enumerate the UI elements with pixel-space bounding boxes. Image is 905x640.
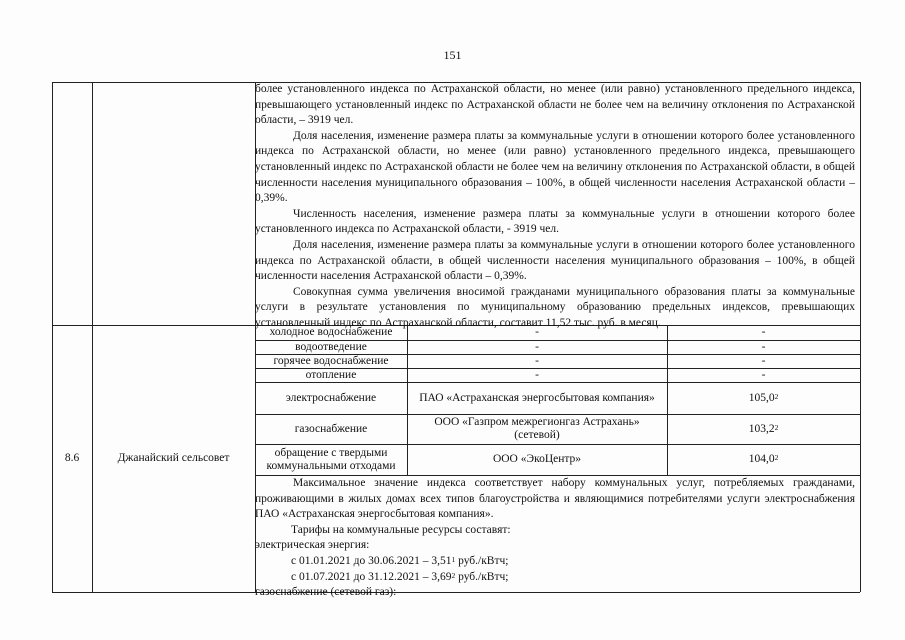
service-name: холодное водоснабжение bbox=[269, 326, 393, 338]
footnote-marker: 2 bbox=[774, 453, 779, 462]
service-name: отопление bbox=[305, 368, 357, 381]
paragraph: более установленного индекса по Астраханской области, но менее (или равно) установленного предельного индекса, превышающего установленный индекс по Астраханской области не более чем на величину отклонения по Астраханской области, – 3919 чел. bbox=[255, 83, 855, 127]
service-name: водоотведение bbox=[295, 340, 367, 353]
index-value: 104,0 bbox=[748, 453, 775, 465]
service-index bbox=[667, 414, 860, 444]
paragraph: электрическая энергия: bbox=[255, 539, 370, 552]
row-number: 8.6 bbox=[64, 452, 80, 464]
service-index: - bbox=[761, 326, 766, 338]
municipality-name: Джанайский сельсовет bbox=[117, 452, 230, 464]
footnote-marker: 1 bbox=[451, 554, 456, 564]
footnote-marker: 2 bbox=[774, 391, 779, 401]
service-provider: ООО «ЭкоЦентр» bbox=[492, 453, 582, 465]
paragraph: газоснабжение (сетевой газ): bbox=[255, 586, 397, 599]
page-number: 151 bbox=[443, 48, 462, 62]
paragraph: Максимальное значение индекса соответствует набору коммунальных услуг, потребляемых гражданами, проживающими в жилых домах всех типов благоустройства и являющимися потребителями услуги электроснабжения ПАО «Астраханская энергосбытовая компания». bbox=[255, 477, 855, 521]
service-index: - bbox=[761, 340, 766, 353]
bottom-text-block bbox=[255, 476, 855, 601]
top-text-block bbox=[255, 82, 855, 332]
service-name: горячее водоснабжение bbox=[273, 354, 389, 367]
paragraph: Доля населения, изменение размера платы за коммунальные услуги в отношении которого более установленного индекса по Астраханской области, в общей численности населения муниципального образования – 100%, в общей численности населения Астраханской области – 0,39%. bbox=[255, 238, 855, 283]
service-name: электроснабжение bbox=[285, 391, 377, 404]
service-provider: ПАО «Астраханская энергосбытовая компания» bbox=[419, 391, 655, 404]
service-index: - bbox=[761, 354, 766, 367]
paragraph: Совокупная сумма увеличения вносимой гражданами муниципального образования платы за коммунальные услуги в результате установления по муниципальному образованию предельных индексов, превышающих установленный индекс по Астраханской области, составит 11,52 тыс. руб. в месяц. bbox=[255, 285, 855, 329]
service-name: газоснабжение bbox=[294, 422, 368, 435]
index-value: 105,0 bbox=[748, 391, 775, 404]
paragraph: Численность населения, изменение размера платы за коммунальные услуги в отношении которого более установленного индекса по Астраханской области, - 3919 чел. bbox=[255, 207, 855, 236]
service-provider: - bbox=[535, 326, 539, 338]
service-index bbox=[667, 382, 860, 414]
service-index: - bbox=[761, 368, 766, 381]
footnote-marker: 2 bbox=[451, 570, 456, 580]
footnote-marker: 2 bbox=[774, 422, 779, 432]
tariff-line: с 01.07.2021 до 31.12.2021 – 3,69$^2$ руб./кВтч; bbox=[291, 570, 509, 583]
index-value: 103,2 bbox=[748, 422, 775, 435]
service-provider: ООО «Газпром межрегионгаз Астрахань» (сетевой) bbox=[434, 416, 640, 441]
paragraph: Доля населения, изменение размера платы за коммунальные услуги в отношении которого более установленного индекса по Астраханской области, но менее (или равно) установленного предельного индекса, превышающего установленный индекс по Астраханской области не более чем на величину отклонения по Астраханской области, в общей численности населения муниципального образования – 100%, в общей численности населения Астраханской области – 0,39%. bbox=[255, 129, 855, 205]
service-provider: - bbox=[535, 368, 539, 381]
service-name: обращение с твердыми коммунальными отходами bbox=[266, 446, 396, 472]
service-provider: - bbox=[535, 354, 539, 367]
service-index bbox=[667, 444, 860, 475]
paragraph: Тарифы на коммунальные ресурсы составят: bbox=[291, 523, 511, 536]
tariff-line: с 01.01.2021 до 30.06.2021 – 3,51$^1$ руб./кВтч; bbox=[291, 554, 509, 567]
service-provider: - bbox=[535, 340, 539, 353]
document-table bbox=[52, 82, 860, 599]
